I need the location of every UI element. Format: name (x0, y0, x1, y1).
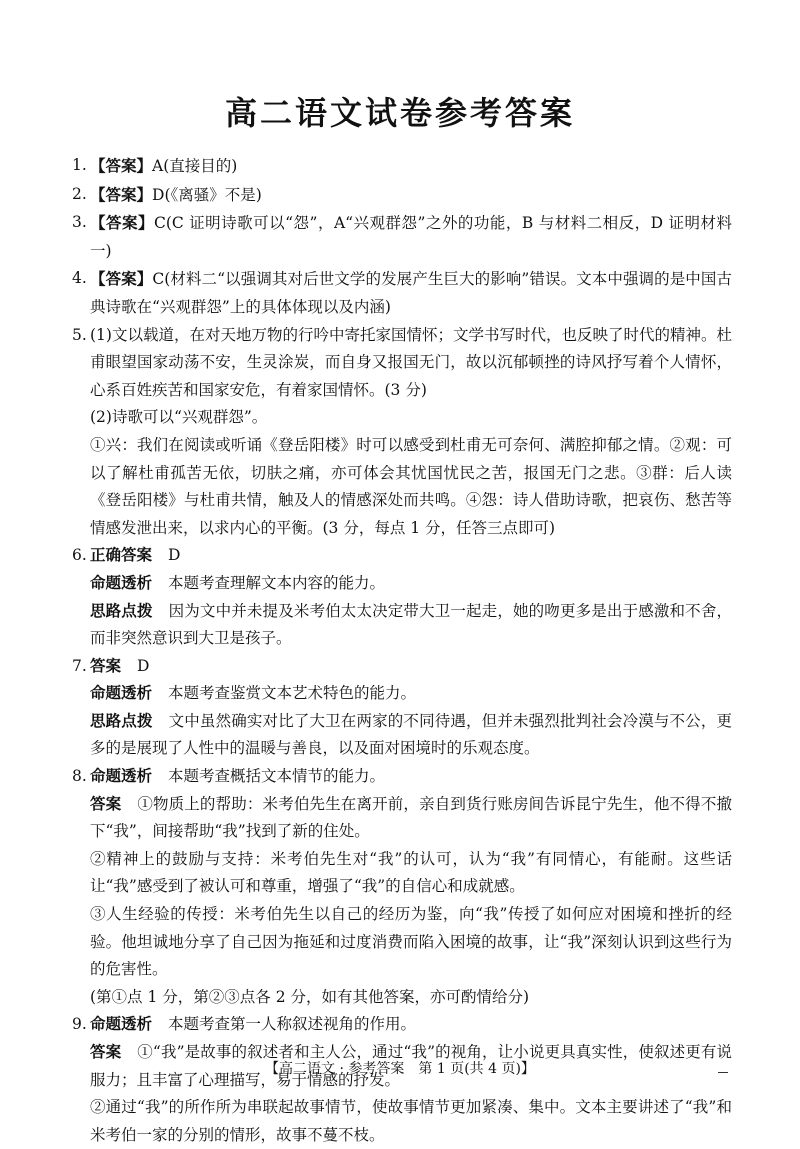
answer-label: 答案 (90, 656, 122, 675)
answer-point-2: ②精神上的鼓励与支持：米考伯先生对“我”的认可，认为“我”有同情心，有能耐。这些话让“我”感受到了被认可和尊重，增强了“我”的自信心和成就感。 (90, 849, 732, 896)
question-2 (72, 181, 732, 210)
answer-text: C(材料二“以强调其对后世文学的发展产生巨大的影响”错误。文本中强调的是中国古典诗歌在“兴观群怨”上的具体体现以及内涵) (90, 270, 732, 316)
answer-label: 正确答案 (90, 546, 153, 565)
page-footer: 【高二语文 · 参考答案 第 1 页(共 4 页)】 (265, 1061, 535, 1077)
corner-mark (718, 1072, 728, 1073)
question-number: 2. (72, 184, 87, 203)
analysis-label: 命题透析 (90, 767, 153, 786)
analysis-text: 本题考查理解文本内容的能力。 (168, 573, 386, 592)
analysis-label: 命题透析 (90, 573, 153, 592)
answer-point-1: ①物质上的帮助：米考伯先生在离开前，亲自到货行账房间告诉昆宁先生，他不得不撤下“我”，间接帮助“我”找到了新的住处。 (90, 794, 732, 841)
analysis-label: 命题透析 (90, 1015, 153, 1034)
answer-point-3: ③人生经验的传授：米考伯先生以自己的经历为鉴，向“我”传授了如何应对困境和挫折的经验。他坦诚地分享了自己因为拖延和过度消费而陷入困境的故事，让“我”深刻认识到这些行为的危害性。 (90, 905, 732, 979)
question-number: 8. (72, 767, 87, 786)
answer-label: 【答案】 (90, 184, 153, 204)
hint-label: 思路点拨 (90, 601, 153, 620)
answer-label: 【答案】 (90, 156, 153, 175)
question-7 (72, 653, 732, 763)
question-1 (72, 152, 732, 181)
question-number: 4. (72, 269, 87, 288)
answer-part-1: (1)文以载道，在对天地万物的行吟中寄托家国情怀；文学书写时代，也反映了时代的精神。杜甫眼望国家动荡不安，生灵涂炭，而自身又报国无门，故以沉郁顿挫的诗风抒写着个人情怀，心系百姓疾苦和国家安危，有着家国情怀。(3 分) (90, 325, 732, 399)
question-number: 6. (72, 546, 87, 565)
question-6 (72, 542, 732, 652)
answer-text: D (168, 546, 181, 565)
answer-text: C(C 证明诗歌可以“怨”，A“兴观群怨”之外的功能，B 与材料二相反，D 证明材料一) (90, 214, 732, 260)
answer-label: 【答案】 (90, 213, 154, 233)
answer-label: 答案 (90, 1043, 122, 1061)
answer-text: A(直接目的) (152, 157, 238, 175)
answer-part-2-detail: ①兴：我们在阅读或听诵《登岳阳楼》时可以感受到杜甫无可奈何、满腔抑郁之情。②观：可以了解杜甫孤苦无依，切肤之痛，亦可体会其忧国忧民之苦，报国无门之悲。③群：后人读《登岳阳楼》与杜甫共情，触及人的情感深处而共鸣。④怨：诗人借助诗歌，把哀伤、愁苦等情感发泄出来，以求内心的平衡。(3 分，每点 1 分，任答三点即可) (90, 435, 732, 537)
question-4 (72, 265, 732, 321)
question-number: 7. (72, 656, 87, 675)
hint-text: 因为文中并未提及米考伯太太决定带大卫一起走，她的吻更多是出于感激和不舍，而非突然意识到大卫是孩子。 (90, 601, 732, 648)
answer-point-2: ②通过“我”的所作所为串联起故事情节，使故事情节更加紧凑、集中。文本主要讲述了“我”和米考伯一家的分别的情形，故事不蔓不枝。 (90, 1098, 732, 1144)
analysis-text: 本题考查鉴赏文本艺术特色的能力。 (168, 684, 417, 703)
hint-label: 思路点拨 (90, 711, 153, 730)
answer-point-1: ①“我”是故事的叙述者和主人公，通过“我”的视角，让小说更具真实性，使叙述更有说服力；且丰富了心理描写，易于情感的抒发。 (90, 1043, 732, 1089)
question-8 (72, 763, 732, 1011)
analysis-label: 命题透析 (90, 684, 153, 703)
question-number: 3. (72, 213, 87, 232)
question-number: 5. (72, 325, 87, 344)
page-title: 高二语文试卷参考答案 (224, 94, 575, 132)
question-number: 1. (72, 156, 87, 174)
question-9 (72, 1011, 732, 1149)
scoring-note: (第①点 1 分，第②③点各 2 分，如有其他答案，亦可酌情给分) (90, 987, 530, 1006)
answer-text: D(《离骚》不是) (152, 185, 262, 204)
question-3 (72, 209, 732, 265)
answer-part-2: (2)诗歌可以“兴观群怨”。 (90, 408, 268, 427)
answer-label: 【答案】 (90, 269, 153, 289)
answer-content (72, 152, 732, 1149)
hint-text: 文中虽然确实对比了大卫在两家的不同待遇，但并未强烈批判社会冷漠与不公，更多的是展现了人性中的温暖与善良，以及面对困境时的乐观态度。 (90, 711, 732, 758)
answer-text: D (137, 656, 150, 675)
analysis-text: 本题考查概括文本情节的能力。 (168, 767, 386, 786)
question-5 (72, 322, 732, 543)
question-number: 9. (72, 1015, 87, 1034)
analysis-text: 本题考查第一人称叙述视角的作用。 (168, 1015, 417, 1034)
answer-label: 答案 (90, 794, 122, 813)
